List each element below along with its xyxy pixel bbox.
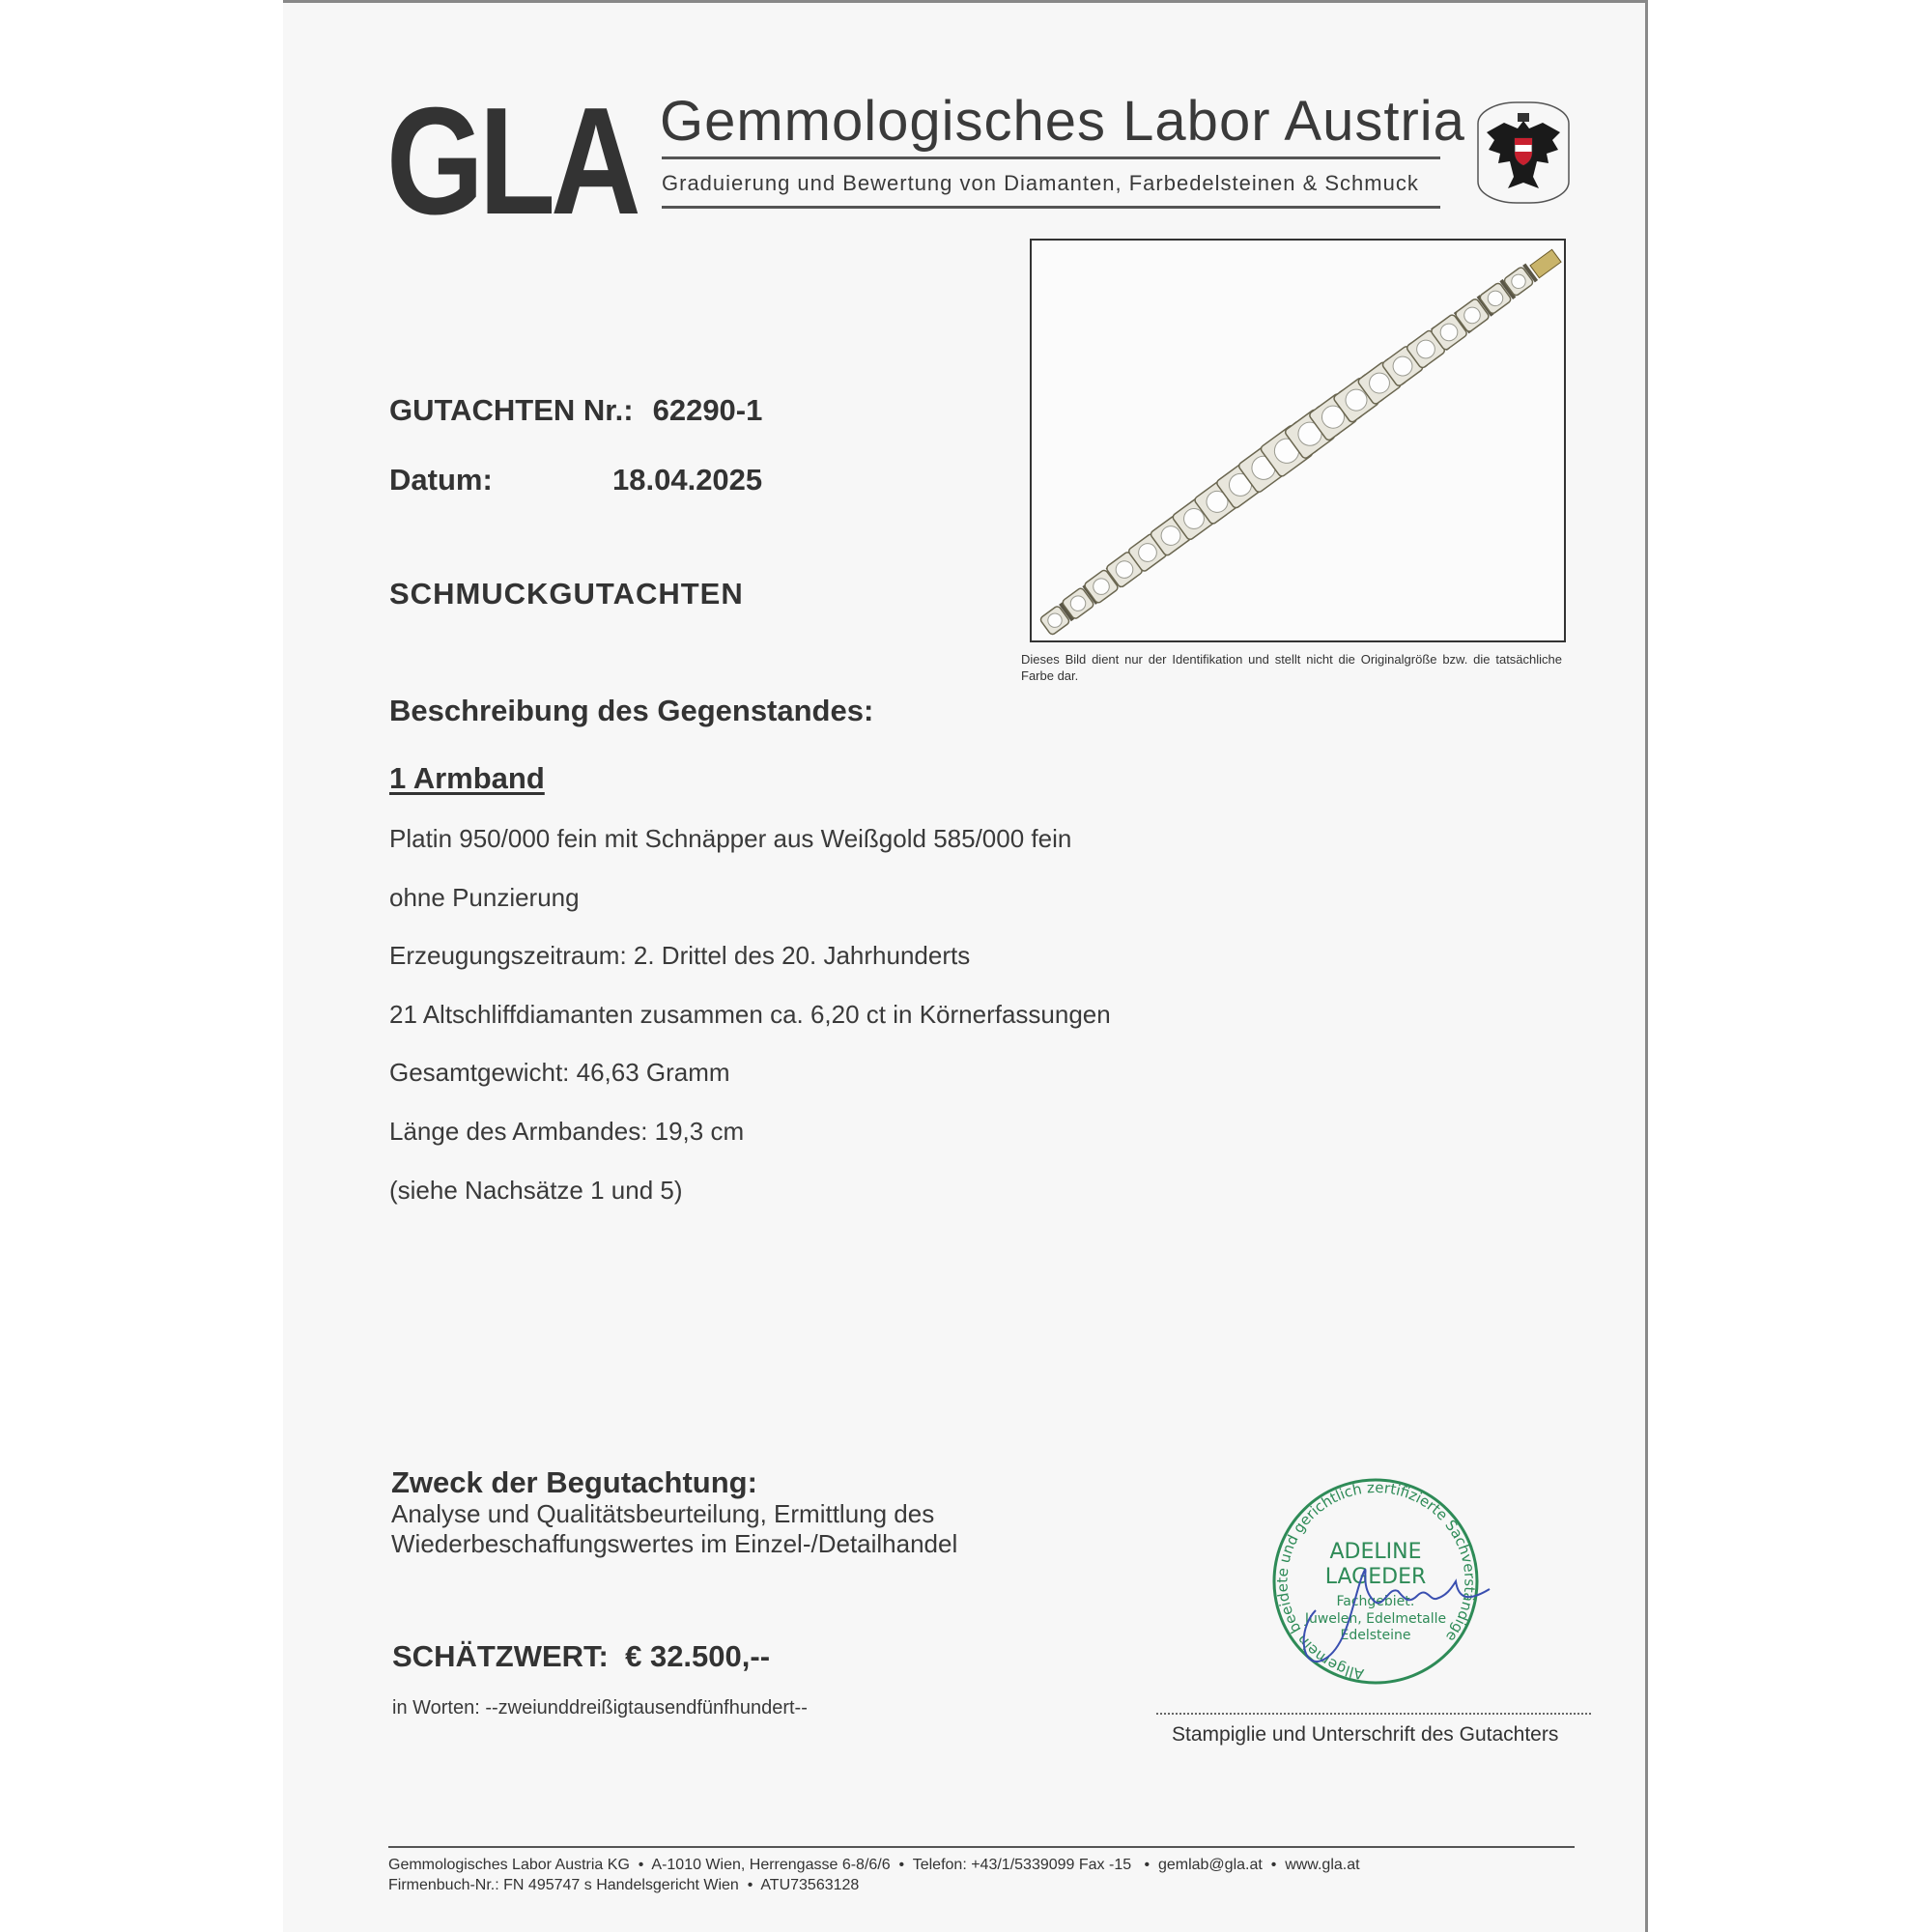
valuation-in-words: in Worten: --zweiunddreißigtausendfünfhundert-- [392,1697,808,1719]
footer-line-1: Gemmologisches Labor Austria KG • A-1010 Wien, Herrengasse 6-8/6/6 • Telefon: +43/1/5339099 Fax -15 • gemlab@gla.at • www.gla.at [388,1857,1360,1873]
description-line: Erzeugungszeitraum: 2. Drittel des 20. Jahrhunderts [389,941,971,970]
austrian-eagle-emblem-icon [1475,99,1572,206]
description-line: 21 Altschliffdiamanten zusammen ca. 6,20 ct in Körnerfassungen [389,1000,1111,1029]
stamp-field-label: Fachgebiet: [1336,1594,1415,1609]
footer-rule [388,1846,1575,1848]
header-rule-top [662,156,1440,159]
appraiser-stamp [1258,1465,1494,1697]
bracelet-image [1032,241,1564,640]
stamp-field-1: Juwelen, Edelmetalle [1304,1611,1447,1627]
report-number-label: GUTACHTEN Nr.: [389,393,634,427]
purpose-text [391,1499,957,1559]
report-number-value: 62290-1 [652,393,763,427]
valuation [392,1639,770,1674]
photo-caption: Dieses Bild dient nur der Identifikation und stellt nicht die Originalgröße bzw. die tatsächliche Farbe dar. [1021,652,1562,683]
stamp-ring-text: Allgemein beeidete und gerichtlich zertifizierte Sachverständige [1273,1478,1479,1684]
report-number [389,393,762,428]
report-type: SCHMUCKGUTACHTEN [389,577,744,611]
description-heading: Beschreibung des Gegenstandes: [389,694,874,727]
date-value: 18.04.2025 [612,463,763,497]
stamp-name-2: LAGEDER [1324,1565,1427,1589]
purpose-line-2: Wiederbeschaffungswertes im Einzel-/Detailhandel [391,1529,958,1558]
description-line: Gesamtgewicht: 46,63 Gramm [389,1058,730,1087]
description-line: (siehe Nachsätze 1 und 5) [389,1176,683,1205]
stamp-field-2: Edelsteine [1340,1628,1411,1643]
signature-dotted-line [1156,1713,1591,1715]
header-rule-bottom [662,206,1440,209]
footer-line-2: Firmenbuch-Nr.: FN 495747 s Handelsgericht Wien • ATU73563128 [388,1877,860,1893]
description-line: ohne Punzierung [389,883,580,912]
stamp-name-1: ADELINE [1329,1540,1422,1564]
lab-subtitle: Graduierung und Bewertung von Diamanten, Farbedelsteinen & Schmuck [662,171,1419,195]
valuation-value: € 32.500,-- [625,1639,771,1673]
description-line: Platin 950/000 fein mit Schnäpper aus Weißgold 585/000 fein [389,824,1072,853]
lab-name: Gemmologisches Labor Austria [660,90,1465,153]
item-title: 1 Armband [389,761,545,795]
date-label: Datum: [389,463,493,497]
signature-label: Stampiglie und Unterschrift des Gutachters [1172,1723,1559,1746]
gla-logo: GLA [386,76,637,246]
purpose-heading: Zweck der Begutachtung: [391,1465,757,1499]
valuation-label: SCHÄTZWERT: [392,1639,609,1673]
purpose-line-1: Analyse und Qualitätsbeurteilung, Ermittlung des [391,1499,935,1528]
description-line: Länge des Armbandes: 19,3 cm [389,1117,745,1146]
bracelet-clasp [1530,249,1561,277]
bracelet-photo [1030,239,1566,642]
